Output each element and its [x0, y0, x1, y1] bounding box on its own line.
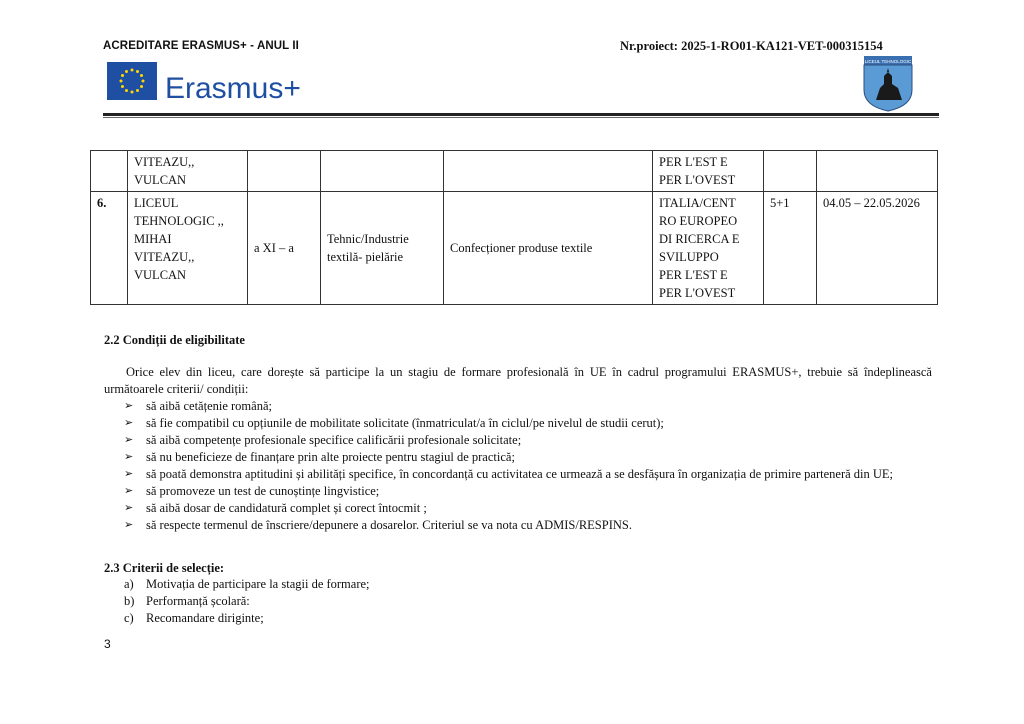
list-item: ➢ să respecte termenul de înscriere/depunere a dosarelor. Criteriul se va nota cu ADMIS/RESPINS.: [124, 518, 632, 532]
cell-destination: PER L'EST E PER L'OVEST: [653, 151, 764, 192]
list-item: ➢ să poată demonstra aptitudini și abilități specifice, în concordanță cu activitatea ce urmează a se desfășura în organizația de primire parteneră din UE;: [124, 467, 894, 481]
mobility-table: [90, 150, 938, 305]
page-number: 3: [104, 637, 111, 651]
eu-star-icon: [140, 85, 143, 88]
header-accreditation: ACREDITARE ERASMUS+ - ANUL II: [103, 40, 299, 52]
list-item: b) Performanță școlară:: [124, 594, 250, 608]
section-22-title: 2.2 Condiții de eligibilitate: [104, 333, 245, 347]
arrow-bullet-icon: ➢: [124, 434, 134, 446]
eu-flag-icon: [107, 62, 157, 100]
arrow-bullet-icon: ➢: [124, 400, 134, 412]
eu-star-icon: [136, 89, 139, 92]
section-23-body: [104, 576, 932, 627]
eu-star-icon: [140, 74, 143, 77]
cell-field: Tehnic/Industrie textilă- pielărie: [321, 192, 444, 305]
arrow-bullet-icon: ➢: [124, 519, 134, 531]
header-rule-thick: [103, 113, 939, 116]
cell-school: LICEUL TEHNOLOGIC ,, MIHAI VITEAZU,, VULCAN: [128, 192, 248, 305]
header-rule-thin: [103, 117, 939, 118]
arrow-bullet-icon: ➢: [124, 468, 134, 480]
school-crest-icon: [862, 54, 914, 112]
cell-destination: ITALIA/CENT RO EUROPEO DI RICERCA E SVILUPPO PER L'EST E PER L'OVEST: [653, 192, 764, 305]
arrow-bullet-icon: ➢: [124, 451, 134, 463]
eu-star-icon: [142, 80, 145, 83]
cell-nr: 6.: [91, 192, 128, 305]
list-item: c) Recomandare diriginte;: [124, 611, 264, 625]
cell-class: a XI – a: [248, 192, 321, 305]
header-project-number: Nr.proiect: 2025-1-RO01-KA121-VET-000315154: [620, 39, 883, 53]
eu-star-icon: [120, 80, 123, 83]
list-item: ➢ să fie compatibil cu opțiunile de mobilitate solicitate (înmatriculat/a în ciclul/pe nivelul de studii cerut);: [124, 416, 664, 430]
cell-period: 04.05 – 22.05.2026: [817, 192, 938, 305]
arrow-bullet-icon: ➢: [124, 485, 134, 497]
section-23-title: 2.3 Criterii de selecție:: [104, 561, 225, 575]
cell-qualification: Confecționer produse textile: [444, 192, 653, 305]
eligibility-list: [104, 398, 932, 534]
list-item: ➢ să aibă competențe profesionale specifice calificării profesionale solicitate;: [124, 433, 522, 447]
section-22-intro: Orice elev din liceu, care dorește să participe la un stagiu de formare profesională în UE în cadrul programului ERASMUS+, trebuie să îndeplinească următoarele criterii/ condiții:: [104, 365, 932, 396]
list-item: ➢ să aibă dosar de candidatură complet și corect întocmit ;: [124, 501, 427, 515]
table-row: [91, 192, 938, 305]
selection-criteria-list: [104, 576, 932, 627]
eu-star-icon: [131, 69, 134, 72]
list-item: a) Motivația de participare la stagii de formare;: [124, 577, 370, 591]
eu-star-icon: [121, 74, 124, 77]
list-item: ➢ să nu beneficieze de finanțare prin alte proiecte pentru stagiul de practică;: [124, 450, 515, 464]
arrow-bullet-icon: ➢: [124, 417, 134, 429]
cell-places: 5+1: [764, 192, 817, 305]
eu-star-icon: [125, 70, 128, 73]
table-row: [91, 151, 938, 192]
eu-star-icon: [131, 91, 134, 94]
section-22-body: [104, 364, 932, 534]
eu-star-icon: [121, 85, 124, 88]
arrow-bullet-icon: ➢: [124, 502, 134, 514]
cell-school: VITEAZU,, VULCAN: [128, 151, 248, 192]
erasmus-logo: [107, 62, 433, 106]
eu-star-icon: [136, 70, 139, 73]
eu-star-icon: [125, 89, 128, 92]
erasmus-logo-text: Erasmus+: [165, 72, 301, 105]
list-item: ➢ să aibă cetățenie română;: [124, 399, 272, 413]
svg-text:LICEUL TEHNOLOGIC: LICEUL TEHNOLOGIC: [864, 59, 912, 64]
list-item: ➢ să promoveze un test de cunoștințe lingvistice;: [124, 484, 380, 498]
